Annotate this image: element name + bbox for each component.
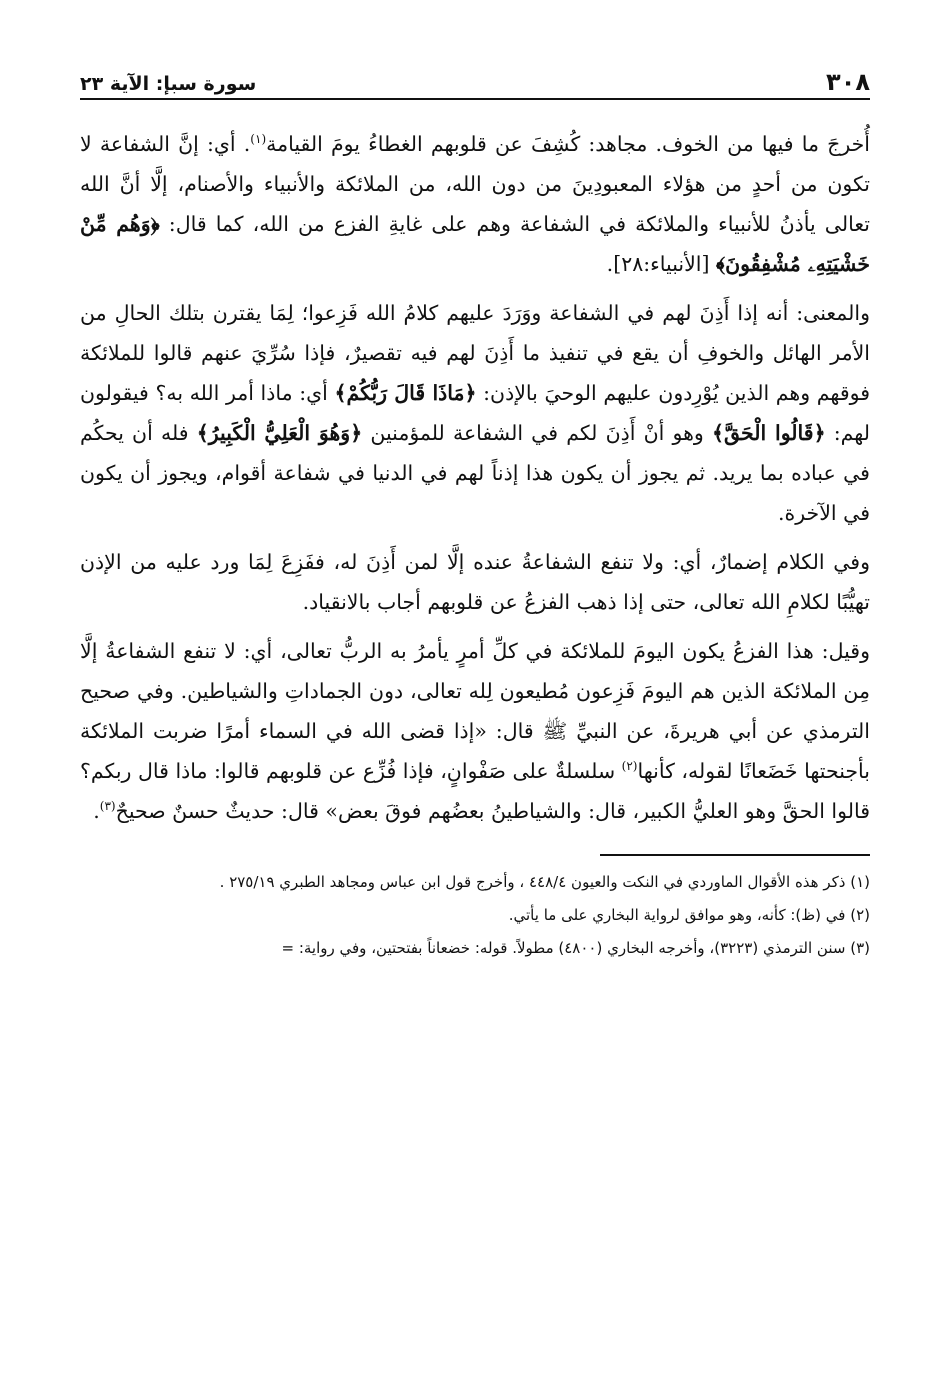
page-number: ٣٠٨ [826,68,870,96]
text-segment: . أي: إنَّ الشفاعة لا تكون من أحدٍ من هؤلاء المعبودِينَ من دون الله، من الملائكة والأنبياء والأصنام، إلَّا أنَّ الله تعالى يأذنُ للأنبياء والملائكة في الشفاعة وهم على غايةِ الفزع من الله، كما قال: [80,132,870,236]
footnote-ref-1: (١) [250,132,267,147]
text-segment: [الأنبياء:٢٨]. [606,252,716,276]
main-text [80,124,870,831]
text-segment: وهو أنْ أَذِنَ لكم في الشفاعة للمؤمنين [362,421,712,445]
footnote-3: (٣) سنن الترمذي (٣٢٢٣)، وأخرجه البخاري (٤٨٠٠) مطولاً. قوله: خضعاناً بفتحتين، وفي رواية: = [281,939,870,957]
text-segment: أُخرجَ ما فيها من الخوف. مجاهد: كُشِفَ عن قلوبهم الغطاءُ يومَ القيامة [266,132,870,156]
footnotes [80,868,870,963]
running-title: سورة سبإ: الآية ٢٣ [80,73,257,95]
text-segment: وفي الكلام إضمارٌ، أي: ولا تنفع الشفاعةُ عنده إلَّا لمن أَذِنَ له، ففَزِعَ لِمَا ورد عليه من الإذن تهيُّبًا لكلامِ الله تعالى، حتى إذا ذهب الفزعُ عن قلوبهم أجاب بالانقياد. [80,550,870,614]
text-segment: أي: ماذا أمر الله به؟ فيقولون لهم: [80,381,871,445]
text-segment: . [93,799,100,823]
quran-verse: ﴿مَاذَا قَالَ رَبُّكُمْ﴾ [334,381,477,405]
footnote-separator [600,854,870,856]
text-segment: وقيل: هذا الفزعُ يكون اليومَ للملائكة في كلِّ أمرٍ يأمرُ به الربُّ تعالى، أي: لا تنفع الشفاعةُ إلَّا مِن الملائكة الذين هم اليومَ فَزِعون مُطيعون لِله تعالى، دون الجماداتِ والشياطين. وفي صحيح الترمذي عن أبي هريرةَ، عن النبيِّ ﷺ قال: «إذا قضى الله في السماء أمرًا ضربت الملائكة بأجنحتها خَضَعانًا لقوله، كأنها [80,639,871,783]
paragraph-3 [80,542,870,622]
footnote-ref-3: (٣) [99,799,116,814]
quran-verse: ﴿وَهُوَ الْعَلِيُّ الْكَبِيرُ﴾ [196,421,363,445]
text-segment: والمعنى: أنه إذا أَذِنَ لهم في الشفاعة ووَرَدَ عليهم كلامُ الله فَزِعوا؛ لِمَا يقترن بتلك الحالِ من الأمر الهائل والخوفِ أن يقع في تنفيذ ما أَذِنَ لهم فيه تقصيرٌ، فإذا سُرِّيَ عنهم قالوا للملائكة فوقهم وهم الذين يُوْرِدون عليهم الوحيَ بالإذن: [80,301,871,405]
footnote-2: (٢) في (ظ): كأنه، وهو موافق لرواية البخاري على ما يأتي. [508,906,870,924]
text-segment: سلسلةٌ على صَفْوانٍ، فإذا فُزِّع عن قلوبهم قالوا: ماذا قال ربكم؟ قالوا الحقَّ وهو العليُّ الكبير، قال: والشياطينُ بعضُهم فوقَ بعض» قال: حديثٌ حسنٌ صحيحٌ [80,759,870,823]
quran-verse: ﴿قَالُوا الْحَقَّ﴾ [711,421,826,445]
paragraph-4 [80,631,870,831]
book-page [80,60,870,1360]
quran-verse: ﴿وَهُم مِّنْ خَشْيَتِهِۦ مُشْفِقُونَ﴾ [80,212,870,276]
paragraph-1 [80,124,870,284]
text-segment: فله أن يحكُم في عباده بما يريد. ثم يجوز أن يكون هذا إذناً لهم في الدنيا في شفاعة أقوام، ويجوز أن يكون في الآخرة. [80,421,870,525]
footnote-1: (١) ذكر هذه الأقوال الماوردي في النكت والعيون ٤٤٨/٤ ، وأخرج قول ابن عباس ومجاهد الطبري ٢٧٥/١٩ . [219,873,870,891]
footnote-ref-2: (٢) [621,759,638,774]
paragraph-2 [80,293,870,533]
page-header [80,60,870,100]
footnote-separator-wrap [80,840,870,868]
